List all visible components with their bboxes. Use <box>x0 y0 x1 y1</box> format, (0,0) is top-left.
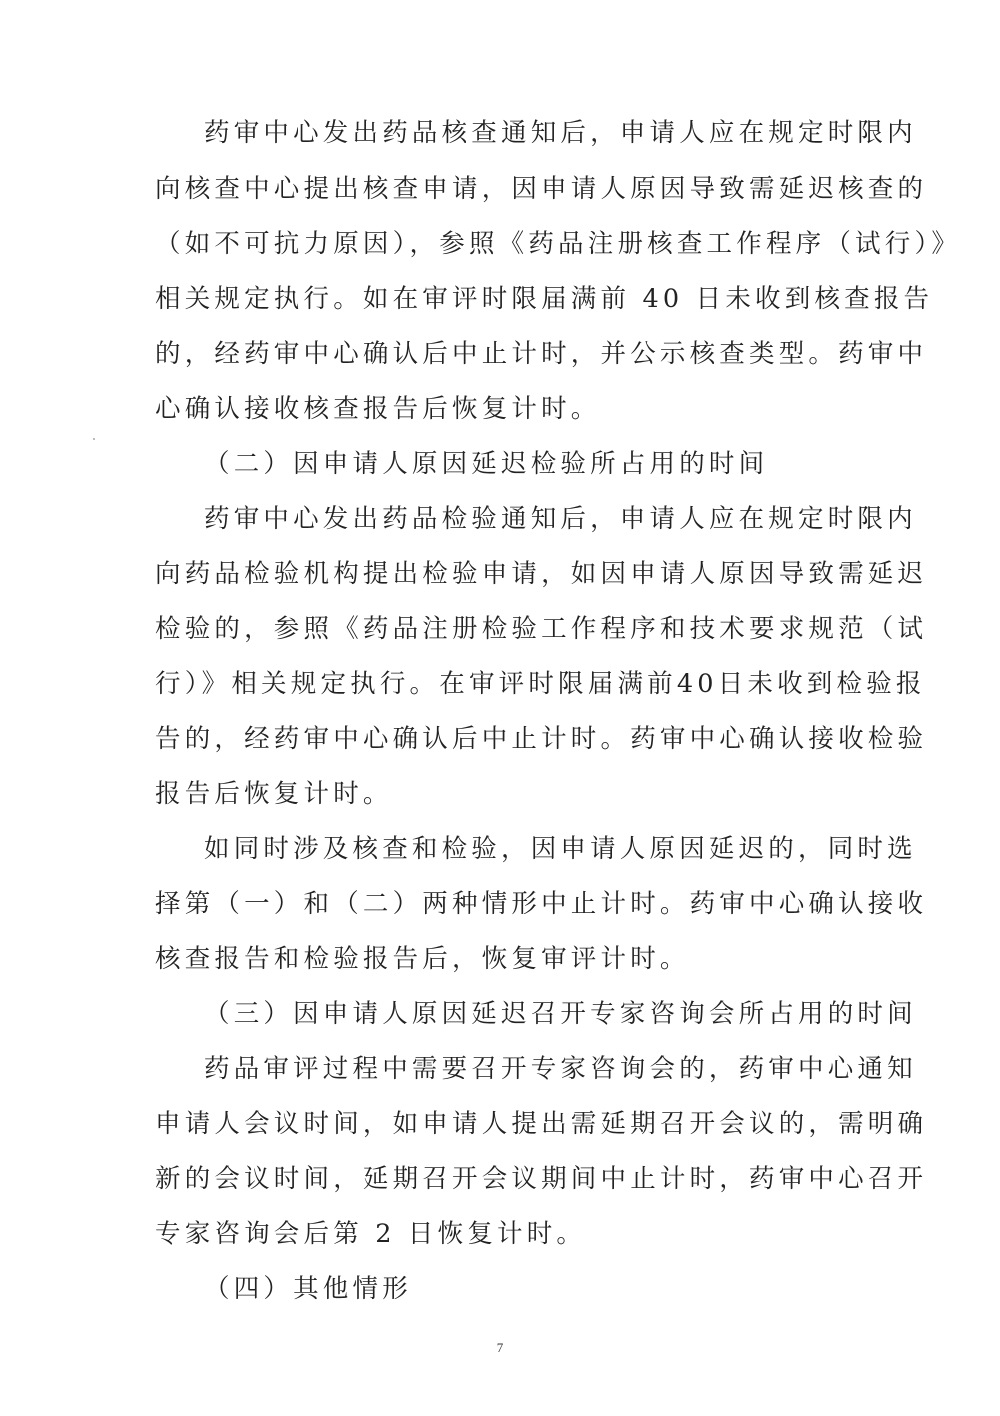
paragraph-line: 向核查中心提出核查申请，因申请人原因导致需延迟核查的 <box>155 174 928 204</box>
paragraph-line: 向药品检验机构提出检验申请，如因申请人原因导致需延迟 <box>155 559 928 589</box>
paragraph-line: 药审中心发出药品检验通知后，申请人应在规定时限内 <box>204 504 917 534</box>
paragraph-line: 告的，经药审中心确认后中止计时。药审中心确认接收检验 <box>155 724 928 754</box>
paragraph-line: 专家咨询会后第 2 日恢复计时。 <box>155 1219 587 1249</box>
paragraph-line: 的，经药审中心确认后中止计时，并公示核查类型。药审中 <box>155 339 928 369</box>
paragraph-line: 新的会议时间，延期召开会议期间中止计时，药审中心召开 <box>155 1164 928 1194</box>
paragraph-line: 择第（一）和（二）两种情形中止计时。药审中心确认接收 <box>155 889 928 919</box>
paragraph-line: 申请人会议时间，如申请人提出需延期召开会议的，需明确 <box>155 1109 928 1139</box>
section-heading-4: （四）其他情形 <box>204 1274 412 1304</box>
paragraph-line: 心确认接收核查报告后恢复计时。 <box>155 394 601 424</box>
paragraph-line: 报告后恢复计时。 <box>155 779 393 809</box>
paragraph-line: 相关规定执行。如在审评时限届满前 40 日未收到核查报告 <box>155 284 934 314</box>
paragraph-line: 检验的，参照《药品注册检验工作程序和技术要求规范（试 <box>155 614 928 644</box>
paragraph-line: 药审中心发出药品核查通知后，申请人应在规定时限内 <box>204 118 917 148</box>
paragraph-line: 如同时涉及核查和检验，因申请人原因延迟的，同时选 <box>204 834 917 864</box>
section-heading-3: （三）因申请人原因延迟召开专家咨询会所占用的时间 <box>204 999 917 1029</box>
paragraph-line: （如不可抗力原因），参照《药品注册核查工作程序（试行）》 <box>155 229 962 259</box>
section-heading-2: （二）因申请人原因延迟检验所占用的时间 <box>204 449 769 479</box>
paragraph-line: 核查报告和检验报告后，恢复审评计时。 <box>155 944 690 974</box>
paragraph-line: 行）》相关规定执行。在审评时限届满前40日未收到检验报 <box>155 669 926 699</box>
page-number: 7 <box>496 1340 504 1355</box>
paragraph-line: 药品审评过程中需要召开专家咨询会的，药审中心通知 <box>204 1054 917 1084</box>
scan-speck <box>93 438 95 440</box>
